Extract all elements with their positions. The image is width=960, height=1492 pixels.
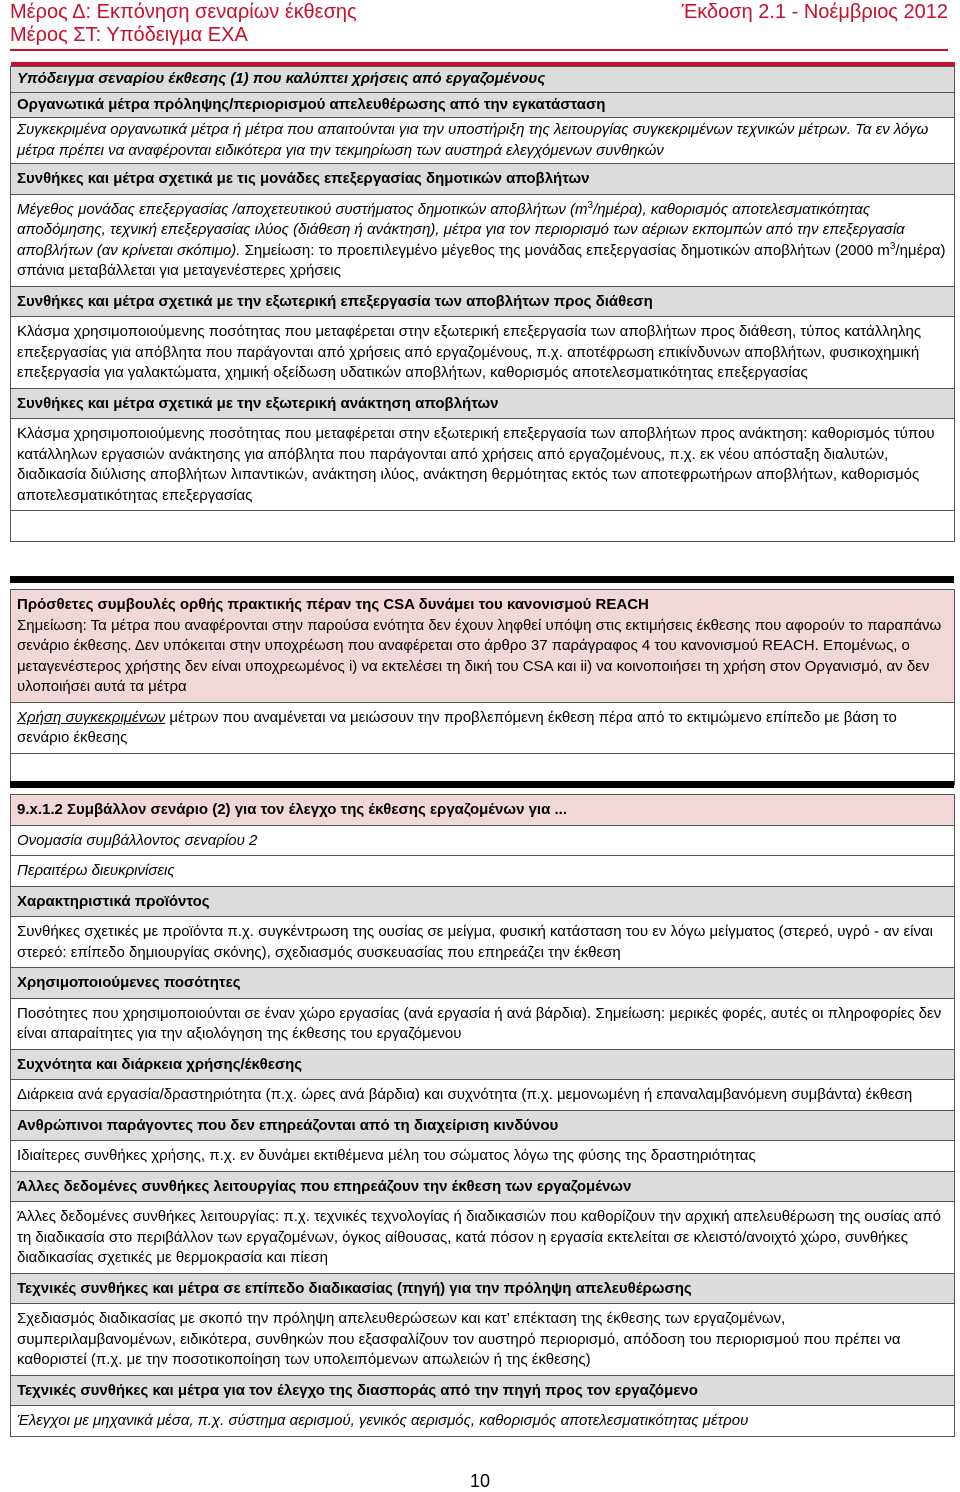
human-factors-heading: Ανθρώπινοι παράγοντες που δεν επηρεάζονται από τη διαχείριση κινδύνου	[11, 1110, 955, 1141]
stp-text: Μέγεθος μονάδας επεξεργασίας /αποχετευτικού συστήματος δημοτικών αποβλήτων $(m^3/\eta\mu έ\rho\alpha)$, καθορισμός αποτελεσματικότητας αποδόμησης, τεχνική επεξεργασίας ιλύος (διάθεση ή ανάκτηση), μέτρα για τον περιορισμό των αέριων εκπομπών από την επεξεργασία αποβλήτων (αν κρίνεται σκόπιμο). Σημείωση: το προεπιλεγμένο μέγεθος της μονάδας επεξεργασίας δημοτικών αποβλήτων (2000 $m^3/\eta\mu έ\rho\alpha$) σπάνια μεταβάλλεται για μεταγενέστερες χρήσεις	[11, 194, 955, 286]
good-practice-note: Σημείωση: Τα μέτρα που αναφέρονται στην παρούσα ενότητα δεν έχουν ληφθεί υπόψη στις εκτιμήσεις έκθεσης που αφορούν το παραπάνω σενάριο έκθεσης. Δεν υπόκειται στην υποχρέωση που αναφέρεται στο άρθρο 37 παράγραφος 4 του κανονισμού REACH. Επομένως, ο μεταγενέστερος χρήστης δεν είναι υποχρεωμένος i) να εκτελέσει τη δική του CSA και ii) να κοινοποιήσει τη χρήση στον Οργανισμό, αν δεν υλοποιήσει αυτά τα μέτρα	[17, 616, 942, 695]
external-recovery-text: Κλάσμα χρησιμοποιούμενης ποσότητας που μεταφέρεται στην εξωτερική επεξεργασία των αποβλήτων προς ανάκτηση: καθορισμός τύπου κατάλληλων εργασιών ανάκτησης για απόβλητα που παράγονται από χρήσεις από εργαζομένους, π.χ. εκ νέου απόσταξη διαλυτών, διαδικασία διύλισης αποβλήτων λιπαντικών, ανάκτηση ιλύος, ανάκτηση θερμότητας εκτός των αποτεφρωτήρων αποβλήτων, καθορισμός αποτελεσματικότητας επεξεργασίας	[11, 419, 955, 511]
dispersion-control-text: Έλεγχοι με μηχανικά μέσα, π.χ. σύστημα αερισμού, γενικός αερισμός, καθορισμός αποτελεσματικότητας μέτρου	[11, 1406, 955, 1437]
header-rule	[10, 49, 948, 51]
specific-measures-link-text: Χρήση συγκεκριμένων	[17, 708, 166, 726]
contributing-scenario-table	[10, 794, 955, 1437]
amounts-used-text: Ποσότητες που χρησιμοποιούνται σε έναν χώρο εργασίας (ανά εργασία ή ανά βάρδια). Σημείωση: μερικές φορές, αυτές οι πληροφορίες δεν είναι απαραίτητες για την αξιολόγηση της έκθεσης του εργαζόμενου	[11, 998, 955, 1049]
other-conditions-text: Άλλες δεδομένες συνθήκες λειτουργίας: π.χ. τεχνικές τεχνολογίας ή διαδικασιών που καθορίζουν την αρχική απελευθέρωση της ουσίας από τη διαδικασία στο περιβάλλον των εργαζομένων, όγκος αίθουσας, κατά πόσον η εργασία εκτελείται σε κλειστό/ανοιχτό χώρο, συνθήκες διαδικασίας σχετικές με θερμοκρασία και πίεση	[11, 1202, 955, 1274]
technical-source-heading: Τεχνικές συνθήκες και μέτρα σε επίπεδο διαδικασίας (πηγή) για την πρόληψη απελευθέρωσης	[11, 1273, 955, 1304]
contributing-scenario-name: Ονομασία συμβάλλοντος σεναρίου 2	[11, 825, 955, 856]
empty-row	[11, 753, 955, 784]
specific-measures-text: Χρήση συγκεκριμένων μέτρων που αναμένεται να μειώσουν την προβλεπόμενη έκθεση πέρα από το εκτιμώμενο επίπεδο με βάση το σενάριο έκθεσης	[11, 702, 955, 753]
empty-row	[11, 511, 955, 542]
contributing-scenario-title: 9.x.1.2 Συμβάλλον σενάριο (2) για τον έλεγχο της έκθεσης εργαζομένων για ...	[11, 795, 955, 826]
header-part-d: Μέρος Δ: Εκπόνηση σεναρίων έκθεσης	[10, 1, 357, 23]
external-treatment-text: Κλάσμα χρησιμοποιούμενης ποσότητας που μεταφέρεται στην εξωτερική επεξεργασία των αποβλήτων προς διάθεση, τύπος κατάλληλης επεξεργασίας για απόβλητα που παράγονται από χρήσεις από εργαζομένους, π.χ. αποτέφρωση επικίνδυνων αποβλήτων, φυσικοχημική επεξεργασία για γαλακτώματα, χημική οξείδωση υδατικών αποβλήτων, καθορισμός αποτελεσματικότητας επεξεργασίας	[11, 317, 955, 389]
header-part-f: Μέρος ΣΤ: Υπόδειγμα ΕΧΑ	[10, 24, 248, 46]
page-header	[10, 0, 950, 48]
page-number: 10	[469, 1471, 491, 1491]
header-version: Έκδοση 2.1 - Νοέμβριος 2012	[681, 1, 948, 23]
org-measures-text: Συγκεκριμένα οργανωτικά μέτρα ή μέτρα που απαιτούνται για την υποστήριξη της λειτουργίας συγκεκριμένων τεχνικών μέτρων. Τα εν λόγω μέτρα πρέπει να αναφέρονται ειδικότερα για την τεκμηρίωση των αυστηρά ελεγχόμενων συνθηκών	[11, 118, 955, 164]
technical-source-text: Σχεδιασμός διαδικασίας με σκοπό την πρόληψη απελευθερώσεων και κατ’ επέκταση της έκθεσης των εργαζομένων, συμπεριλαμβανομένων, ειδικότερα, συνθηκών που εξασφαλίζουν τον αυστηρό περιορισμό, απόδοση του περιορισμού που πρέπει να καθοριστεί (π.χ. με την ποσοτικοποίηση των υπολειπόμενων απωλειών ή της έκθεσης)	[11, 1304, 955, 1376]
other-conditions-heading: Άλλες δεδομένες συνθήκες λειτουργίας που επηρεάζουν την έκθεση των εργαζομένων	[11, 1171, 955, 1202]
product-characteristics-heading: Χαρακτηριστικά προϊόντος	[11, 886, 955, 917]
product-characteristics-text: Συνθήκες σχετικές με προϊόντα π.χ. συγκέντρωση της ουσίας σε μείγμα, φυσική κατάσταση του εν λόγω μείγματος (στερεό, υγρό - αν είναι στερεό: επίπεδο δημιουργίας σκόνης), σχεδιασμός συσκευασίας που επηρεάζει την έκθεση	[11, 917, 955, 968]
human-factors-text: Ιδιαίτερες συνθήκες χρήσης, π.χ. εν δυνάμει εκτιθέμενα μέλη του σώματος λόγω της φύσης της δραστηριότητας	[11, 1141, 955, 1172]
section-divider	[10, 781, 954, 788]
org-measures-heading: Οργανωτικά μέτρα πρόληψης/περιορισμού απελευθέρωσης από την εγκατάσταση	[11, 92, 955, 118]
frequency-duration-heading: Συχνότητα και διάρκεια χρήσης/έκθεσης	[11, 1049, 955, 1080]
frequency-duration-text: Διάρκεια ανά εργασία/δραστηριότητα (π.χ. ώρες ανά βάρδια) και συχνότητα (π.χ. μεμονωμένη ή επαναλαμβανόμενη συμβάντα) έκθεση	[11, 1080, 955, 1111]
stp-heading: Συνθήκες και μέτρα σχετικά με τις μονάδες επεξεργασίας δημοτικών αποβλήτων	[11, 164, 955, 195]
external-treatment-heading: Συνθήκες και μέτρα σχετικά με την εξωτερική επεξεργασία των αποβλήτων προς διάθεση	[11, 286, 955, 317]
good-practice-box	[11, 590, 955, 703]
scenario-title: Υπόδειγμα σεναρίου έκθεσης (1) που καλύπτει χρήσεις από εργαζομένους	[11, 67, 955, 93]
good-practice-table	[10, 589, 955, 785]
amounts-used-heading: Χρησιμοποιούμενες ποσότητες	[11, 968, 955, 999]
further-explanations: Περαιτέρω διευκρινίσεις	[11, 856, 955, 887]
good-practice-title: Πρόσθετες συμβουλές ορθής πρακτικής πέραν της CSA δυνάμει του κανονισμού REACH	[17, 596, 649, 613]
dispersion-control-heading: Τεχνικές συνθήκες και μέτρα για τον έλεγχο της διασποράς από την πηγή προς τον εργαζόμενο	[11, 1375, 955, 1406]
section-divider	[10, 576, 954, 583]
external-recovery-heading: Συνθήκες και μέτρα σχετικά με την εξωτερική ανάκτηση αποβλήτων	[11, 388, 955, 419]
worker-scenario-table	[10, 62, 955, 542]
